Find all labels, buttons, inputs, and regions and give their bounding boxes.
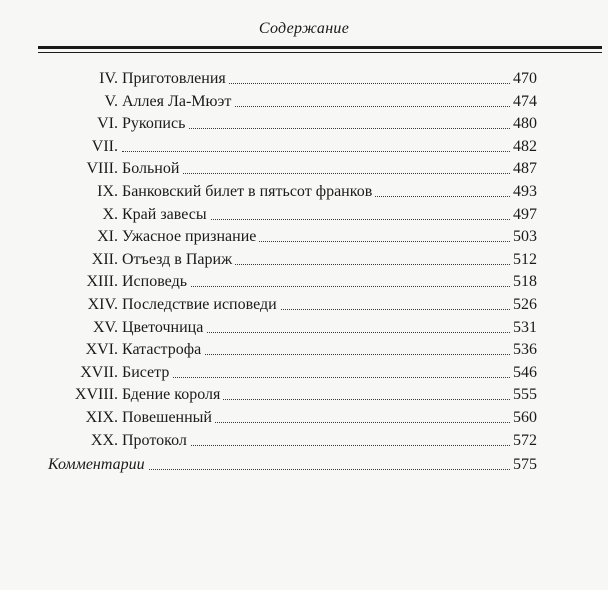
header-rule-thin xyxy=(38,52,602,53)
chapter-title: Цветочница xyxy=(122,317,206,339)
toc-entry xyxy=(0,226,608,248)
page-number: 487 xyxy=(510,158,537,180)
toc-entry xyxy=(0,339,608,361)
page-number: 575 xyxy=(510,454,537,476)
chapter-title: Край завесы xyxy=(122,204,210,226)
chapter-title: Протокол xyxy=(122,430,190,452)
toc-entry xyxy=(0,68,608,90)
page-number: 493 xyxy=(510,181,537,203)
dot-leader xyxy=(122,377,536,378)
toc-entry xyxy=(0,204,608,226)
chapter-number: VIII. xyxy=(86,160,118,178)
chapter-number: XIX. xyxy=(85,409,118,426)
chapter-title: Ужасное признание xyxy=(122,226,259,248)
toc-entry xyxy=(0,158,608,180)
toc-entry xyxy=(0,362,608,384)
page-header-title: Содержание xyxy=(258,20,350,37)
chapter-title: Повешенный xyxy=(122,407,215,429)
chapter-number: XI. xyxy=(97,228,118,246)
chapter-number: XIV. xyxy=(87,296,118,313)
chapter-title: Приготовления xyxy=(122,68,229,90)
toc-entry xyxy=(0,136,608,158)
page-number: 503 xyxy=(510,226,537,248)
chapter-title: Исповедь xyxy=(122,271,190,293)
chapter-number: XVIII. xyxy=(74,386,118,404)
toc-entry xyxy=(0,113,608,135)
page-number: 560 xyxy=(510,407,537,429)
chapter-number: IX. xyxy=(97,183,118,200)
chapter-title: Бдение короля xyxy=(122,384,223,406)
chapter-title: Аллея Ла-Мюэт xyxy=(122,91,234,113)
chapter-title: Бисетр xyxy=(122,362,172,384)
chapter-title: Больной xyxy=(122,158,182,180)
page-number: 482 xyxy=(510,136,537,158)
page-number: 518 xyxy=(510,271,537,293)
toc-entry xyxy=(0,384,608,406)
page-number: 470 xyxy=(510,68,537,90)
chapter-number: V. xyxy=(104,92,118,110)
toc-entry-commentary xyxy=(0,454,608,476)
toc-entry xyxy=(0,91,608,113)
chapter-number: XV. xyxy=(92,318,118,336)
page-number: 546 xyxy=(510,362,537,384)
page-number: 474 xyxy=(510,91,537,113)
toc-entry xyxy=(0,294,608,316)
dot-leader xyxy=(122,151,536,152)
toc-entry xyxy=(0,407,608,429)
toc-entry xyxy=(0,271,608,293)
chapter-number: X. xyxy=(102,205,118,223)
page-number: 526 xyxy=(510,294,537,316)
page-number: 512 xyxy=(510,249,537,271)
chapter-title: Катастрофа xyxy=(122,339,204,361)
header-rule-thick xyxy=(38,46,602,49)
dot-leader xyxy=(122,173,536,174)
chapter-title: Рукопись xyxy=(122,113,188,135)
page-number: 531 xyxy=(510,317,537,339)
chapter-title: Банковский билет в пятьсот франков xyxy=(122,181,375,203)
page-number: 572 xyxy=(510,430,537,452)
toc-entry xyxy=(0,430,608,452)
page-number: 555 xyxy=(510,384,537,406)
chapter-number: XII. xyxy=(91,250,118,268)
chapter-number: XIII. xyxy=(86,273,118,291)
chapter-title: Отъезд в Париж xyxy=(122,249,235,271)
commentary-title: Комментарии xyxy=(48,454,148,476)
toc-entry xyxy=(0,249,608,271)
chapter-number: VII. xyxy=(91,137,118,155)
chapter-title: Последствие исповеди xyxy=(122,294,280,316)
page-number: 536 xyxy=(510,339,537,361)
page-number: 497 xyxy=(510,204,537,226)
toc-entry xyxy=(0,317,608,339)
chapter-number: IV. xyxy=(99,70,118,87)
page-number: 480 xyxy=(510,113,537,135)
chapter-number: XVI. xyxy=(85,341,118,359)
chapter-number: VI. xyxy=(97,115,118,133)
toc-entry xyxy=(0,181,608,203)
chapter-number: XVII. xyxy=(80,363,118,381)
chapter-number: XX. xyxy=(90,431,118,449)
